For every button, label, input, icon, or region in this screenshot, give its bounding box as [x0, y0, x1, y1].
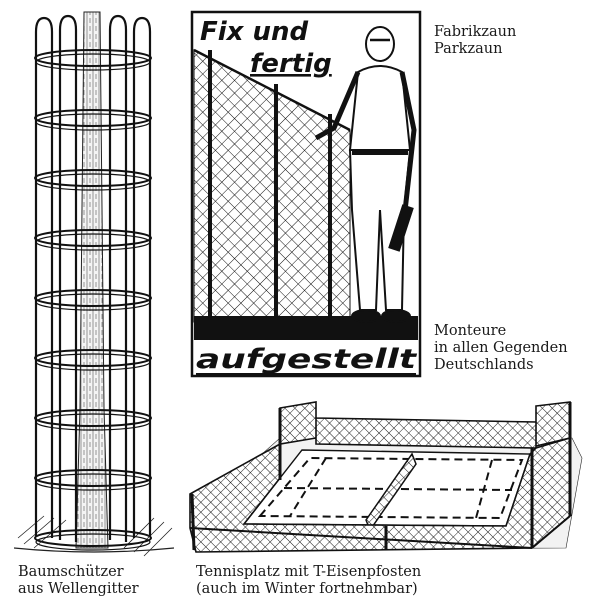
poster-illustration — [190, 10, 422, 378]
caption-line-regions: in allen Gegenden — [434, 340, 568, 356]
poster-headline-line1: Fix und — [200, 17, 309, 47]
caption-installers — [434, 323, 568, 374]
caption-fence-types — [434, 24, 516, 58]
caption-line-removable: (auch im Winter fortnehmbar) — [196, 581, 418, 597]
poster-footer-word: aufgestellt — [196, 344, 418, 375]
poster-headline-line2: fertig — [250, 49, 332, 79]
caption-line-factory-fence: Fabrikzaun — [434, 24, 517, 40]
caption-line-tennis-court: Tennisplatz mit T-Eisenpfosten — [196, 564, 422, 580]
caption-line-tree-guard: Baumschützer — [18, 564, 124, 580]
caption-line-installers: Monteure — [434, 323, 507, 339]
tennis-court-illustration — [186, 398, 586, 558]
caption-line-germany: Deutschlands — [434, 357, 534, 373]
caption-tree-guard — [18, 564, 139, 598]
caption-line-park-fence: Parkzaun — [434, 41, 503, 57]
caption-line-wave-mesh: aus Wellengitter — [18, 581, 139, 597]
tree-guard-illustration — [14, 8, 174, 560]
back-fence — [280, 402, 570, 448]
tree-trunk — [76, 12, 108, 548]
caption-tennis-court — [196, 564, 421, 598]
